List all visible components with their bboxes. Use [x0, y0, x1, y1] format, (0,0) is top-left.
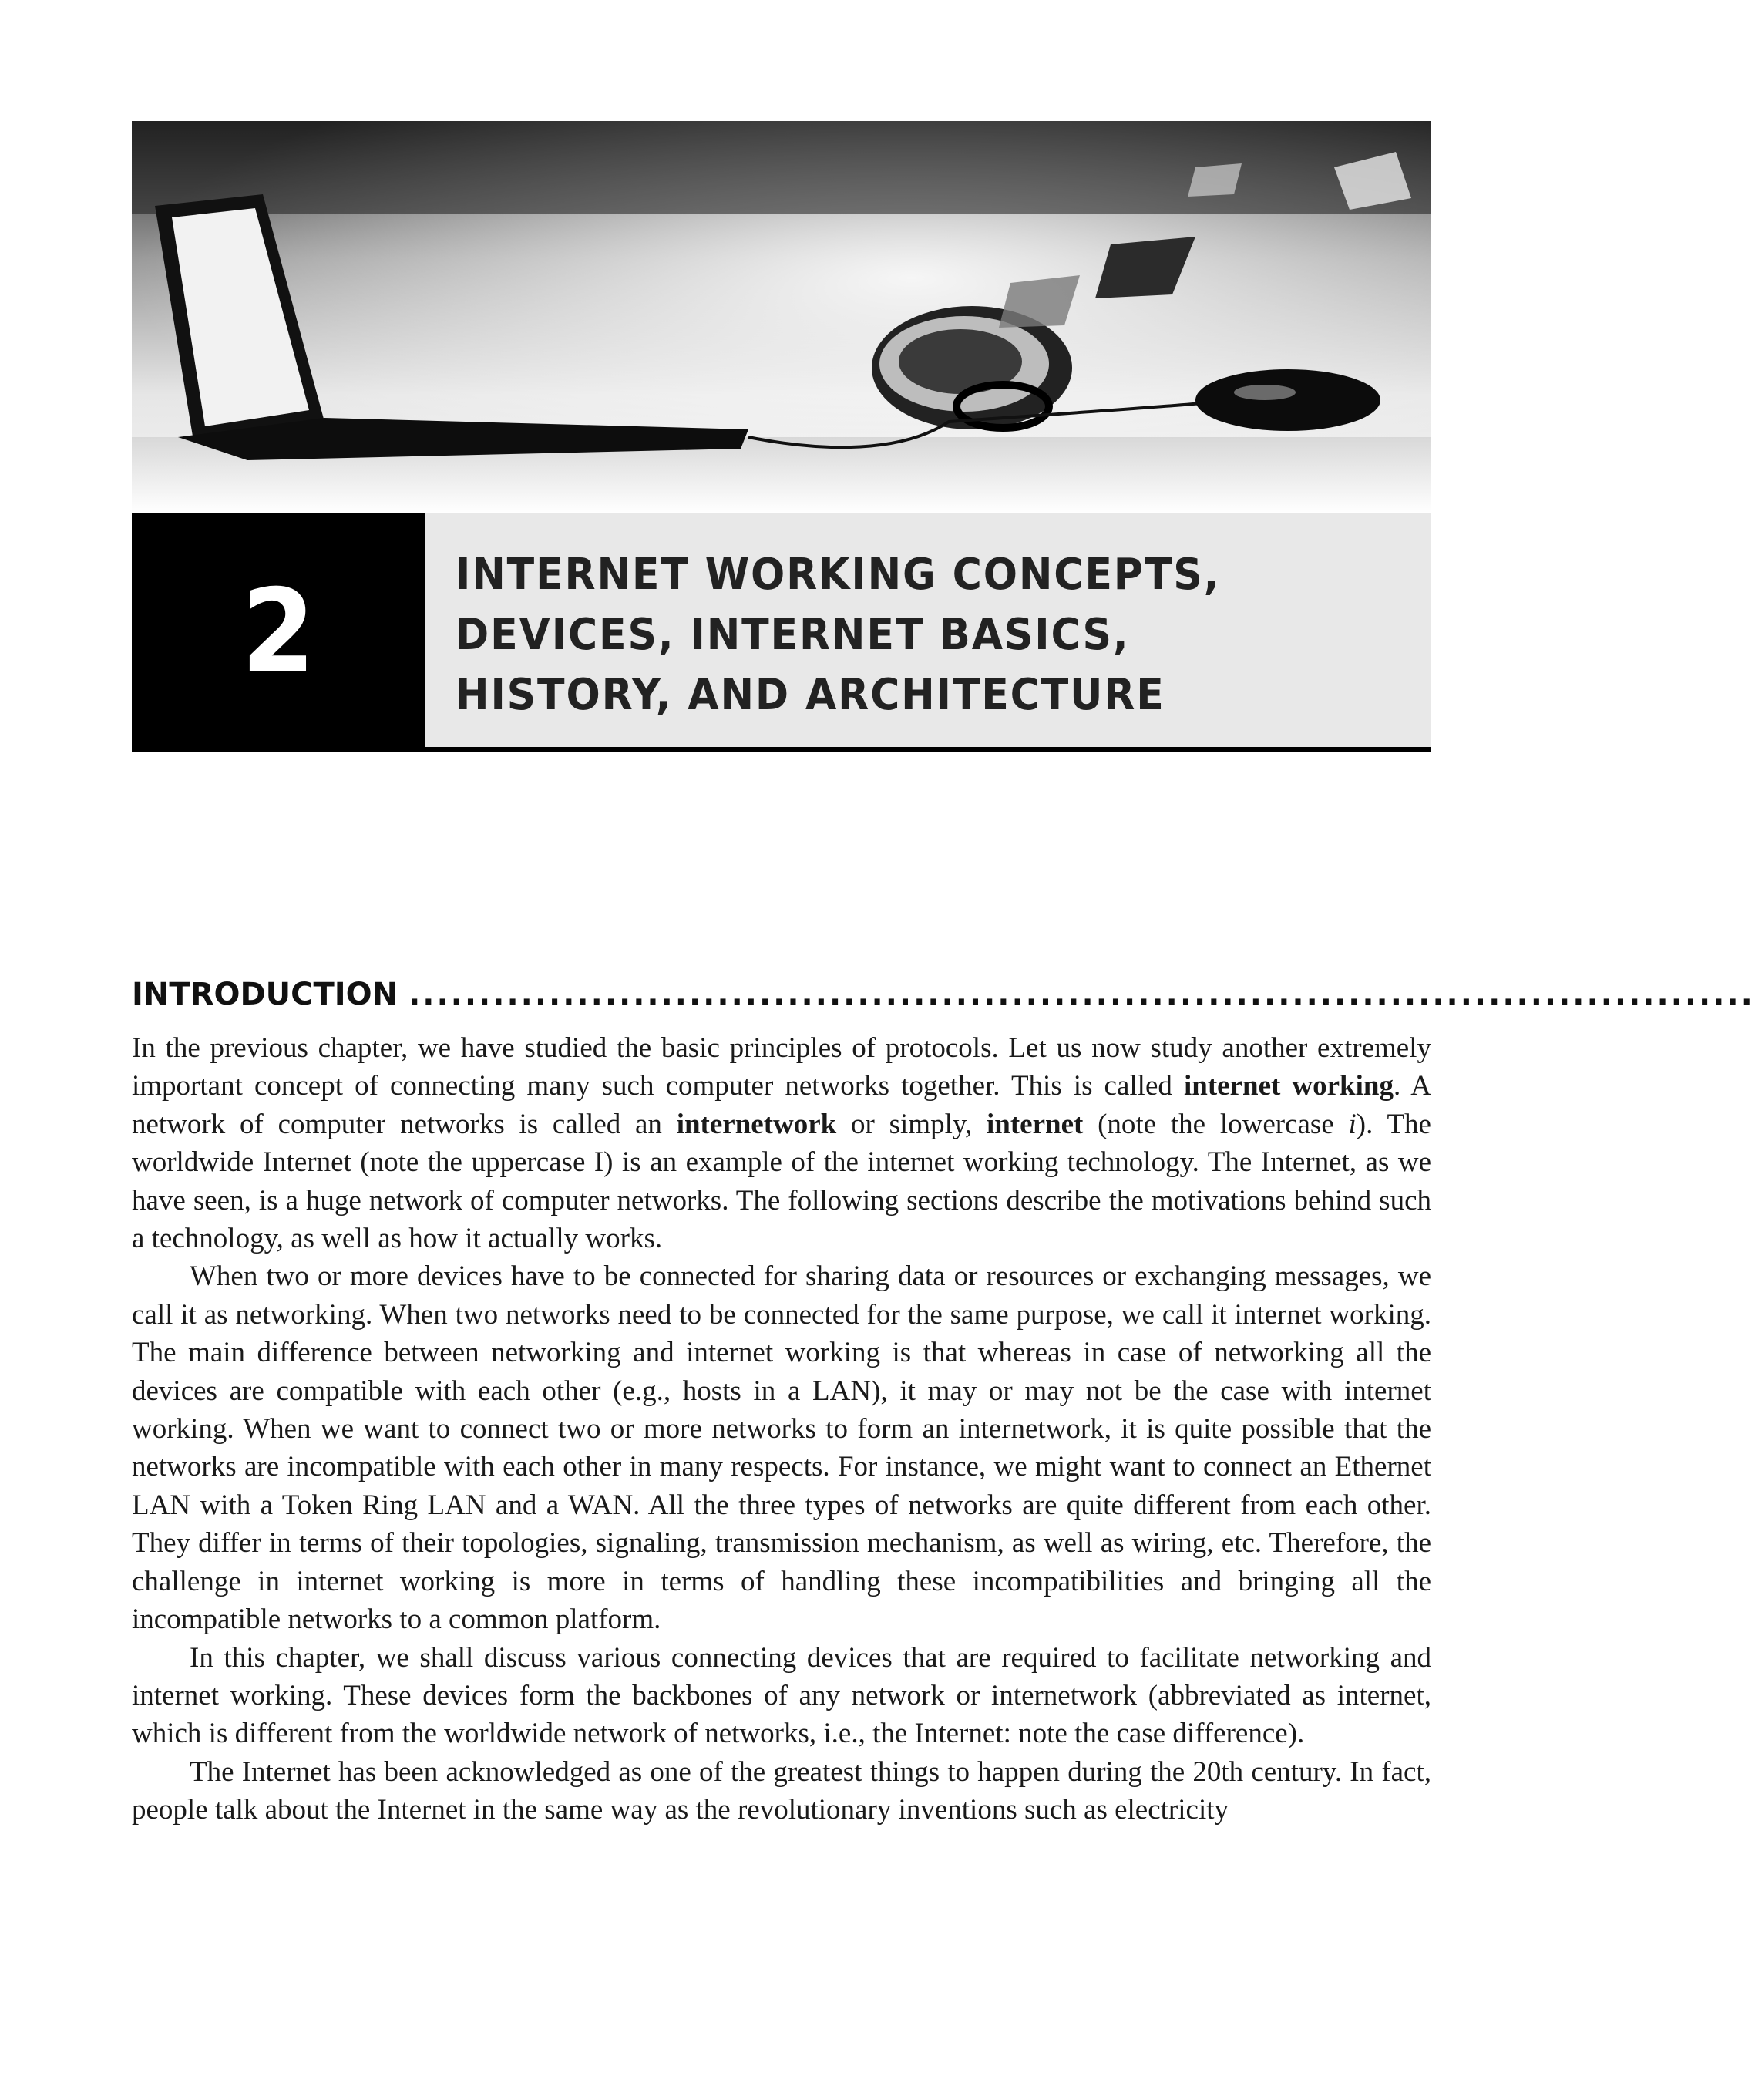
chapter-title-line-1: INTERNET WORKING CONCEPTS,: [456, 550, 1221, 600]
section-heading-text: INTRODUCTION: [132, 977, 398, 1012]
text-run: . A network of computer networks is called an: [132, 1070, 1431, 1140]
paragraph: [132, 1753, 1431, 1829]
chapter-banner-image: [132, 121, 1431, 513]
chapter-header: [132, 513, 1431, 752]
italic-term: i: [1348, 1108, 1357, 1140]
bold-term: internet: [986, 1108, 1084, 1140]
section-heading: [132, 971, 1755, 1018]
paragraph: [132, 1257, 1431, 1638]
section-heading-leader: ................................................................................................: [408, 977, 1755, 1012]
chapter-title-panel: [425, 513, 1431, 749]
title-underline: [425, 747, 1431, 752]
text-run: ). The worldwide Internet (note the uppercase I) is an example of the internet working technology. The Internet, as we have seen, is a huge network of computer networks. The following sections describe the motivations behind such a technology, as well as how it actually works.: [132, 1108, 1431, 1255]
paragraph: [132, 1029, 1431, 1257]
text-run: In the previous chapter, we have studied the basic principles of protocols. Let us now study another extremely important concept of connecting many such computer networks together. This is called: [132, 1032, 1431, 1102]
paragraph: [132, 1639, 1431, 1753]
bold-term: internet working: [1183, 1070, 1394, 1102]
body-text: [132, 1029, 1431, 1829]
chapter-title-line-3: HISTORY, AND ARCHITECTURE: [456, 670, 1165, 720]
text-run: or simply,: [836, 1108, 987, 1140]
bold-term: internetwork: [676, 1108, 837, 1140]
text-run: The Internet has been acknowledged as one of the greatest things to happen during the 20th century. In fact, people talk about the Internet in the same way as the revolutionary inventions such as electricity: [132, 1755, 1431, 1826]
text-run: When two or more devices have to be connected for sharing data or resources or exchanging messages, we call it as networking. When two networks need to be connected for the same purpose, we call it internet working. The main difference between networking and internet working is that whereas in case of networking all the devices are compatible with each other (e.g., hosts in a LAN), it may or may not be the case with internet working. When we want to connect two or more networks to form an internetwork, it is quite possible that the networks are incompatible with each other in many respects. For instance, we might want to connect an Ethernet LAN with a Token Ring LAN and a WAN. All the three types of networks are quite different from each other. They differ in terms of their topologies, signaling, transmission mechanism, as well as wiring, etc. Therefore, the challenge in internet working is more in terms of handling these incompatibilities and bringing all the incompatible networks to a common platform.: [132, 1260, 1431, 1636]
chapter-number: 2: [240, 565, 316, 699]
text-run: In this chapter, we shall discuss various connecting devices that are required to facilitate networking and internet working. These devices form the backbones of any network or internetwork (abbreviated as internet, which is different from the worldwide network of networks, i.e., the Internet: note the case difference).: [132, 1641, 1431, 1750]
banner-illustration: [132, 121, 1431, 513]
chapter-title-line-2: DEVICES, INTERNET BASICS,: [456, 610, 1130, 660]
text-run: (note the lowercase: [1083, 1108, 1349, 1140]
